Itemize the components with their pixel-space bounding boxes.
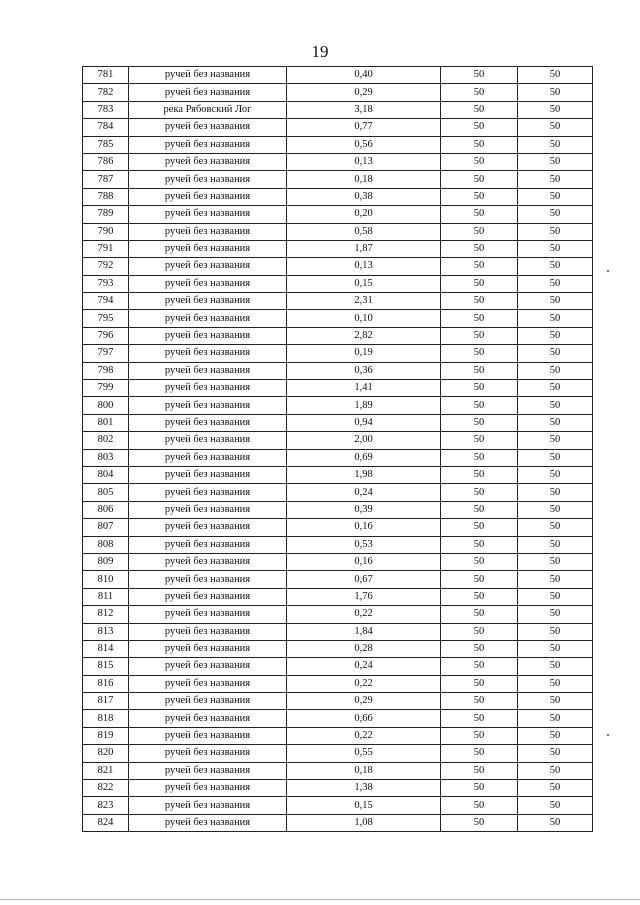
length-cell: 3,18: [287, 101, 441, 118]
table-row: [83, 362, 593, 379]
coastal-strip-cell: 50: [518, 727, 593, 744]
table-row: [83, 658, 593, 675]
row-number-cell: 792: [83, 258, 129, 275]
table-row: [83, 449, 593, 466]
length-cell: 0,16: [287, 553, 441, 570]
protection-zone-cell: 50: [441, 397, 518, 414]
protection-zone-cell: 50: [441, 814, 518, 831]
coastal-strip-cell: 50: [518, 397, 593, 414]
table-row: [83, 153, 593, 170]
water-body-name-cell: ручей без названия: [129, 327, 287, 344]
protection-zone-cell: 50: [441, 362, 518, 379]
coastal-strip-cell: 50: [518, 362, 593, 379]
table-row: [83, 588, 593, 605]
length-cell: 0,39: [287, 501, 441, 518]
coastal-strip-cell: 50: [518, 606, 593, 623]
water-body-name-cell: ручей без названия: [129, 536, 287, 553]
protection-zone-cell: 50: [441, 553, 518, 570]
length-cell: 0,67: [287, 571, 441, 588]
table-row: [83, 258, 593, 275]
table-row: [83, 814, 593, 831]
length-cell: 0,18: [287, 762, 441, 779]
coastal-strip-cell: 50: [518, 536, 593, 553]
row-number-cell: 820: [83, 745, 129, 762]
water-bodies-table: [82, 66, 593, 832]
table-row: [83, 553, 593, 570]
row-number-cell: 785: [83, 136, 129, 153]
coastal-strip-cell: 50: [518, 67, 593, 84]
protection-zone-cell: 50: [441, 745, 518, 762]
water-body-name-cell: ручей без названия: [129, 519, 287, 536]
coastal-strip-cell: 50: [518, 623, 593, 640]
water-body-name-cell: ручей без названия: [129, 571, 287, 588]
water-body-name-cell: ручей без названия: [129, 606, 287, 623]
protection-zone-cell: 50: [441, 675, 518, 692]
row-number-cell: 804: [83, 466, 129, 483]
length-cell: 0,69: [287, 449, 441, 466]
row-number-cell: 786: [83, 153, 129, 170]
row-number-cell: 796: [83, 327, 129, 344]
protection-zone-cell: 50: [441, 293, 518, 310]
row-number-cell: 803: [83, 449, 129, 466]
row-number-cell: 816: [83, 675, 129, 692]
coastal-strip-cell: 50: [518, 171, 593, 188]
water-body-name-cell: ручей без названия: [129, 484, 287, 501]
row-number-cell: 789: [83, 206, 129, 223]
coastal-strip-cell: 50: [518, 136, 593, 153]
table-row: [83, 762, 593, 779]
row-number-cell: 784: [83, 119, 129, 136]
table-row: [83, 536, 593, 553]
length-cell: 0,22: [287, 675, 441, 692]
row-number-cell: 805: [83, 484, 129, 501]
table-row: [83, 206, 593, 223]
row-number-cell: 802: [83, 432, 129, 449]
coastal-strip-cell: 50: [518, 310, 593, 327]
row-number-cell: 810: [83, 571, 129, 588]
length-cell: 2,31: [287, 293, 441, 310]
length-cell: 0,20: [287, 206, 441, 223]
coastal-strip-cell: 50: [518, 710, 593, 727]
row-number-cell: 807: [83, 519, 129, 536]
length-cell: 0,10: [287, 310, 441, 327]
table-row: [83, 67, 593, 84]
water-body-name-cell: ручей без названия: [129, 658, 287, 675]
length-cell: 0,56: [287, 136, 441, 153]
water-body-name-cell: ручей без названия: [129, 693, 287, 710]
water-body-name-cell: ручей без названия: [129, 362, 287, 379]
table-row: [83, 519, 593, 536]
coastal-strip-cell: 50: [518, 432, 593, 449]
length-cell: 1,38: [287, 780, 441, 797]
row-number-cell: 806: [83, 501, 129, 518]
coastal-strip-cell: 50: [518, 640, 593, 657]
row-number-cell: 787: [83, 171, 129, 188]
water-body-name-cell: ручей без названия: [129, 171, 287, 188]
water-body-name-cell: ручей без названия: [129, 466, 287, 483]
row-number-cell: 821: [83, 762, 129, 779]
length-cell: 0,40: [287, 67, 441, 84]
table-row: [83, 327, 593, 344]
length-cell: 0,19: [287, 345, 441, 362]
coastal-strip-cell: 50: [518, 84, 593, 101]
row-number-cell: 808: [83, 536, 129, 553]
protection-zone-cell: 50: [441, 449, 518, 466]
coastal-strip-cell: 50: [518, 258, 593, 275]
water-body-name-cell: ручей без названия: [129, 710, 287, 727]
coastal-strip-cell: 50: [518, 206, 593, 223]
coastal-strip-cell: 50: [518, 223, 593, 240]
length-cell: 0,77: [287, 119, 441, 136]
protection-zone-cell: 50: [441, 519, 518, 536]
table-row: [83, 640, 593, 657]
table-row: [83, 293, 593, 310]
table-row: [83, 501, 593, 518]
water-body-name-cell: ручей без названия: [129, 588, 287, 605]
row-number-cell: 817: [83, 693, 129, 710]
coastal-strip-cell: 50: [518, 188, 593, 205]
length-cell: 0,55: [287, 745, 441, 762]
protection-zone-cell: 50: [441, 640, 518, 657]
protection-zone-cell: 50: [441, 275, 518, 292]
length-cell: 0,22: [287, 727, 441, 744]
table-row: [83, 380, 593, 397]
length-cell: 0,94: [287, 414, 441, 431]
protection-zone-cell: 50: [441, 345, 518, 362]
length-cell: 1,84: [287, 623, 441, 640]
coastal-strip-cell: 50: [518, 293, 593, 310]
length-cell: 0,36: [287, 362, 441, 379]
table-row: [83, 84, 593, 101]
length-cell: 1,98: [287, 466, 441, 483]
coastal-strip-cell: 50: [518, 814, 593, 831]
coastal-strip-cell: 50: [518, 745, 593, 762]
coastal-strip-cell: 50: [518, 119, 593, 136]
table-row: [83, 727, 593, 744]
coastal-strip-cell: 50: [518, 780, 593, 797]
table-row: [83, 693, 593, 710]
protection-zone-cell: 50: [441, 153, 518, 170]
water-body-name-cell: ручей без названия: [129, 67, 287, 84]
table-row: [83, 623, 593, 640]
coastal-strip-cell: 50: [518, 553, 593, 570]
page-number: 19: [311, 42, 329, 61]
water-body-name-cell: ручей без названия: [129, 136, 287, 153]
coastal-strip-cell: 50: [518, 345, 593, 362]
row-number-cell: 781: [83, 67, 129, 84]
protection-zone-cell: 50: [441, 658, 518, 675]
row-number-cell: 783: [83, 101, 129, 118]
table-row: [83, 397, 593, 414]
water-body-name-cell: ручей без названия: [129, 432, 287, 449]
protection-zone-cell: 50: [441, 693, 518, 710]
protection-zone-cell: 50: [441, 501, 518, 518]
length-cell: 1,89: [287, 397, 441, 414]
row-number-cell: 813: [83, 623, 129, 640]
protection-zone-cell: 50: [441, 258, 518, 275]
row-number-cell: 811: [83, 588, 129, 605]
table-row: [83, 466, 593, 483]
water-body-name-cell: ручей без названия: [129, 293, 287, 310]
length-cell: 0,29: [287, 84, 441, 101]
protection-zone-cell: 50: [441, 432, 518, 449]
row-number-cell: 809: [83, 553, 129, 570]
protection-zone-cell: 50: [441, 414, 518, 431]
table-row: [83, 101, 593, 118]
coastal-strip-cell: 50: [518, 449, 593, 466]
coastal-strip-cell: 50: [518, 414, 593, 431]
water-body-name-cell: ручей без названия: [129, 223, 287, 240]
table-row: [83, 780, 593, 797]
water-body-name-cell: ручей без названия: [129, 640, 287, 657]
table-row: [83, 745, 593, 762]
water-body-name-cell: ручей без названия: [129, 345, 287, 362]
length-cell: 1,76: [287, 588, 441, 605]
coastal-strip-cell: 50: [518, 658, 593, 675]
protection-zone-cell: 50: [441, 484, 518, 501]
protection-zone-cell: 50: [441, 171, 518, 188]
length-cell: 0,28: [287, 640, 441, 657]
protection-zone-cell: 50: [441, 188, 518, 205]
coastal-strip-cell: 50: [518, 797, 593, 814]
table-row: [83, 275, 593, 292]
water-body-name-cell: ручей без названия: [129, 188, 287, 205]
table-row: [83, 240, 593, 257]
coastal-strip-cell: 50: [518, 519, 593, 536]
water-body-name-cell: ручей без названия: [129, 762, 287, 779]
table-row: [83, 432, 593, 449]
length-cell: 0,66: [287, 710, 441, 727]
table-row: [83, 484, 593, 501]
protection-zone-cell: 50: [441, 310, 518, 327]
protection-zone-cell: 50: [441, 780, 518, 797]
length-cell: 0,29: [287, 693, 441, 710]
protection-zone-cell: 50: [441, 571, 518, 588]
coastal-strip-cell: 50: [518, 693, 593, 710]
coastal-strip-cell: 50: [518, 327, 593, 344]
protection-zone-cell: 50: [441, 710, 518, 727]
length-cell: 0,24: [287, 658, 441, 675]
length-cell: 0,13: [287, 153, 441, 170]
protection-zone-cell: 50: [441, 119, 518, 136]
length-cell: 0,38: [287, 188, 441, 205]
protection-zone-cell: 50: [441, 223, 518, 240]
length-cell: 0,58: [287, 223, 441, 240]
water-body-name-cell: ручей без названия: [129, 623, 287, 640]
coastal-strip-cell: 50: [518, 466, 593, 483]
row-number-cell: 799: [83, 380, 129, 397]
length-cell: 1,87: [287, 240, 441, 257]
table-row: [83, 223, 593, 240]
coastal-strip-cell: 50: [518, 675, 593, 692]
table-row: [83, 119, 593, 136]
protection-zone-cell: 50: [441, 136, 518, 153]
length-cell: 0,53: [287, 536, 441, 553]
coastal-strip-cell: 50: [518, 588, 593, 605]
protection-zone-cell: 50: [441, 536, 518, 553]
table-row: [83, 710, 593, 727]
water-body-name-cell: ручей без названия: [129, 814, 287, 831]
row-number-cell: 800: [83, 397, 129, 414]
water-body-name-cell: ручей без названия: [129, 153, 287, 170]
row-number-cell: 818: [83, 710, 129, 727]
coastal-strip-cell: 50: [518, 762, 593, 779]
length-cell: 1,08: [287, 814, 441, 831]
length-cell: 1,41: [287, 380, 441, 397]
coastal-strip-cell: 50: [518, 101, 593, 118]
water-body-name-cell: ручей без названия: [129, 310, 287, 327]
water-body-name-cell: ручей без названия: [129, 258, 287, 275]
protection-zone-cell: 50: [441, 101, 518, 118]
row-number-cell: 801: [83, 414, 129, 431]
water-body-name-cell: ручей без названия: [129, 797, 287, 814]
water-body-name-cell: ручей без названия: [129, 380, 287, 397]
row-number-cell: 791: [83, 240, 129, 257]
water-body-name-cell: ручей без названия: [129, 553, 287, 570]
water-body-name-cell: ручей без названия: [129, 780, 287, 797]
row-number-cell: 793: [83, 275, 129, 292]
row-number-cell: 822: [83, 780, 129, 797]
water-body-name-cell: ручей без названия: [129, 675, 287, 692]
water-body-name-cell: ручей без названия: [129, 449, 287, 466]
table-row: [83, 675, 593, 692]
water-body-name-cell: ручей без названия: [129, 275, 287, 292]
table-row: [83, 345, 593, 362]
table-row: [83, 310, 593, 327]
length-cell: 0,15: [287, 275, 441, 292]
row-number-cell: 794: [83, 293, 129, 310]
water-body-name-cell: ручей без названия: [129, 727, 287, 744]
row-number-cell: 812: [83, 606, 129, 623]
water-body-name-cell: ручей без названия: [129, 745, 287, 762]
water-body-name-cell: ручей без названия: [129, 84, 287, 101]
row-number-cell: 823: [83, 797, 129, 814]
scan-speck: [607, 734, 609, 736]
protection-zone-cell: 50: [441, 727, 518, 744]
length-cell: 2,82: [287, 327, 441, 344]
coastal-strip-cell: 50: [518, 501, 593, 518]
table-row: [83, 414, 593, 431]
row-number-cell: 814: [83, 640, 129, 657]
protection-zone-cell: 50: [441, 762, 518, 779]
row-number-cell: 819: [83, 727, 129, 744]
water-body-name-cell: ручей без названия: [129, 397, 287, 414]
coastal-strip-cell: 50: [518, 571, 593, 588]
protection-zone-cell: 50: [441, 466, 518, 483]
row-number-cell: 790: [83, 223, 129, 240]
length-cell: 0,22: [287, 606, 441, 623]
protection-zone-cell: 50: [441, 380, 518, 397]
water-body-name-cell: ручей без названия: [129, 501, 287, 518]
row-number-cell: 815: [83, 658, 129, 675]
water-body-name-cell: ручей без названия: [129, 206, 287, 223]
length-cell: 2,00: [287, 432, 441, 449]
scan-speck: [607, 270, 609, 272]
length-cell: 0,15: [287, 797, 441, 814]
protection-zone-cell: 50: [441, 588, 518, 605]
table-row: [83, 797, 593, 814]
length-cell: 0,24: [287, 484, 441, 501]
coastal-strip-cell: 50: [518, 153, 593, 170]
water-body-name-cell: ручей без названия: [129, 414, 287, 431]
protection-zone-cell: 50: [441, 606, 518, 623]
table-row: [83, 188, 593, 205]
table-row: [83, 571, 593, 588]
protection-zone-cell: 50: [441, 623, 518, 640]
protection-zone-cell: 50: [441, 240, 518, 257]
water-body-name-cell: река Рябовский Лог: [129, 101, 287, 118]
row-number-cell: 798: [83, 362, 129, 379]
coastal-strip-cell: 50: [518, 275, 593, 292]
row-number-cell: 824: [83, 814, 129, 831]
row-number-cell: 795: [83, 310, 129, 327]
table-row: [83, 606, 593, 623]
table-row: [83, 136, 593, 153]
table-body: [83, 67, 593, 832]
protection-zone-cell: 50: [441, 84, 518, 101]
protection-zone-cell: 50: [441, 327, 518, 344]
row-number-cell: 788: [83, 188, 129, 205]
protection-zone-cell: 50: [441, 67, 518, 84]
table-row: [83, 171, 593, 188]
protection-zone-cell: 50: [441, 797, 518, 814]
row-number-cell: 797: [83, 345, 129, 362]
length-cell: 0,18: [287, 171, 441, 188]
water-body-name-cell: ручей без названия: [129, 119, 287, 136]
coastal-strip-cell: 50: [518, 240, 593, 257]
coastal-strip-cell: 50: [518, 380, 593, 397]
length-cell: 0,16: [287, 519, 441, 536]
scan-edge-line: [0, 899, 640, 900]
coastal-strip-cell: 50: [518, 484, 593, 501]
protection-zone-cell: 50: [441, 206, 518, 223]
row-number-cell: 782: [83, 84, 129, 101]
water-body-name-cell: ручей без названия: [129, 240, 287, 257]
length-cell: 0,13: [287, 258, 441, 275]
